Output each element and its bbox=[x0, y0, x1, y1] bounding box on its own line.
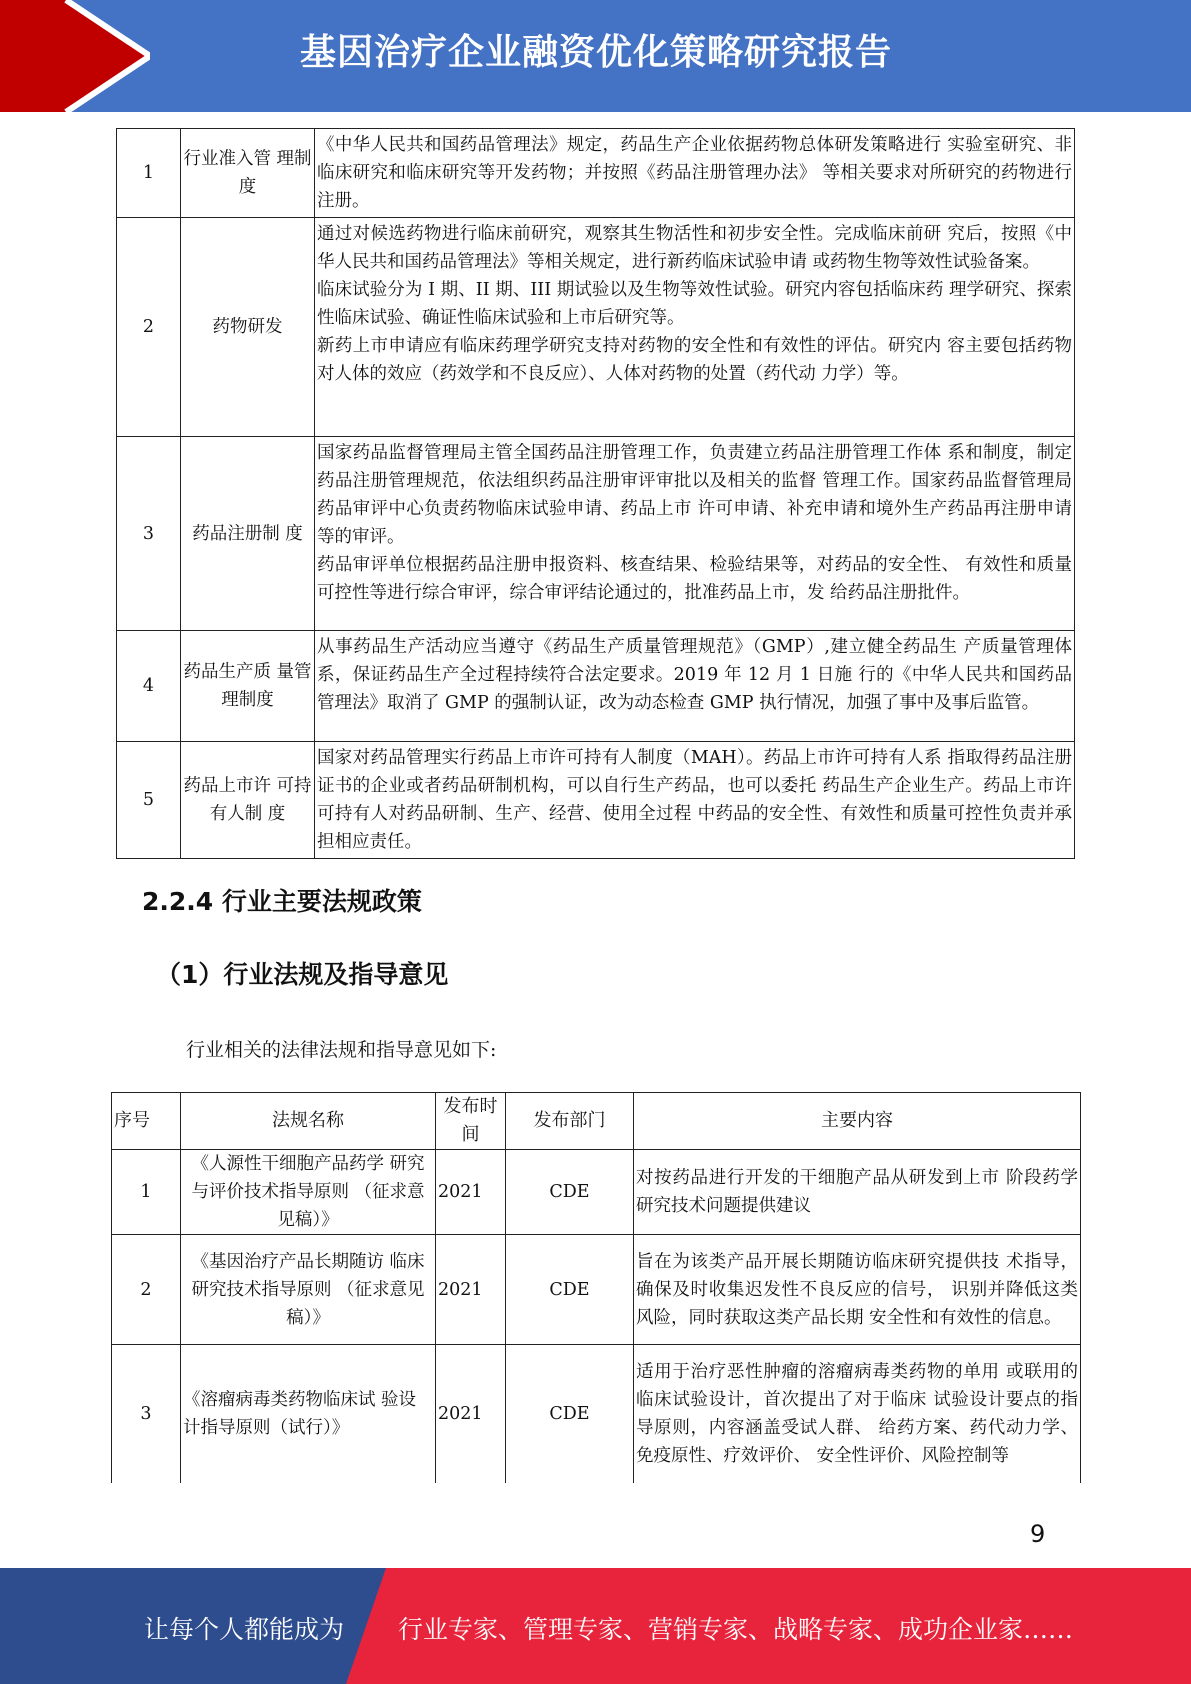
row-description bbox=[315, 742, 1075, 859]
row-category: 药品生产质 量管理制度 bbox=[181, 631, 315, 742]
table-row bbox=[112, 1150, 1081, 1235]
description-paragraph: 药品审评单位根据药品注册申报资料、核查结果、检验结果等，对药品的安全性、 有效性和质量可控性等进行综合审评，综合审评结论通过的，批准药品上市，发 给药品注册批件。 bbox=[317, 555, 1072, 603]
intro-text: 行业相关的法律法规和指导意见如下: bbox=[186, 1039, 497, 1061]
row-number: 1 bbox=[117, 129, 181, 218]
row-number: 3 bbox=[117, 437, 181, 631]
regulation-name: 《基因治疗产品长期随访 临床研究技术指导原则 （征求意见稿）》 bbox=[181, 1235, 436, 1345]
header-red-arrow bbox=[0, 0, 150, 112]
row-number: 2 bbox=[117, 218, 181, 437]
row-number: 4 bbox=[117, 631, 181, 742]
page-footer bbox=[0, 1568, 1191, 1684]
description-paragraph: 国家药品监督管理局主管全国药品注册管理工作，负责建立药品注册管理工作体 系和制度，制定药品注册管理规范，依法组织药品注册审评审批以及相关的监督 管理工作。国家药品监督管理局药品审评中心负责药物临床试验申请、药品上市 许可申请、补充申请和境外生产药品再注册申请等的审评。 bbox=[317, 443, 1072, 547]
table-row bbox=[117, 631, 1075, 742]
table-header-row bbox=[112, 1093, 1081, 1150]
regulation-name: 《人源性干细胞产品药学 研究与评价技术指导原则 （征求意见稿）》 bbox=[181, 1150, 436, 1235]
description-paragraph: 从事药品生产活动应当遵守《药品生产质量管理规范》（GMP）,建立健全药品生 产质量管理体系，保证药品生产全过程持续符合法定要求。2019 年 12 月 1 日施 行的《中华人民共和国药品管理法》取消了 GMP 的强制认证，改为动态检查 GMP 执行情况，加强了事中及事后监管。 bbox=[317, 637, 1072, 713]
row-number: 2 bbox=[112, 1235, 181, 1345]
footer-slogan-left: 让每个人都能成为 bbox=[144, 1615, 345, 1644]
row-description bbox=[315, 437, 1075, 631]
table-row bbox=[112, 1345, 1081, 1483]
description-paragraph: 通过对候选药物进行临床前研究，观察其生物活性和初步安全性。完成临床前研 究后，按照《中华人民共和国药品管理法》等相关规定，进行新药临床试验申请 或药物生物等效性试验备案。 bbox=[317, 224, 1072, 272]
subsection-heading: （1）行业法规及指导意见 bbox=[156, 960, 449, 989]
row-description bbox=[315, 218, 1075, 437]
row-category: 药品注册制 度 bbox=[181, 437, 315, 631]
row-category: 药品上市许 可持有人制 度 bbox=[181, 742, 315, 859]
page-number: 9 bbox=[1030, 1520, 1046, 1548]
table-row bbox=[117, 437, 1075, 631]
regulations-guidance-table bbox=[111, 1092, 1081, 1483]
table-row bbox=[117, 742, 1075, 859]
row-category: 药物研发 bbox=[181, 218, 315, 437]
publish-year: 2021 bbox=[436, 1345, 506, 1483]
column-header-name: 法规名称 bbox=[181, 1093, 436, 1150]
row-number: 5 bbox=[117, 742, 181, 859]
column-header-date: 发布时间 bbox=[436, 1093, 506, 1150]
description-paragraph: 新药上市申请应有临床药理学研究支持对药物的安全性和有效性的评估。研究内 容主要包括药物对人体的效应（药效学和不良反应）、人体对药物的处置（药代动 力学）等。 bbox=[317, 336, 1072, 384]
column-header-content: 主要内容 bbox=[634, 1093, 1081, 1150]
publish-dept: CDE bbox=[506, 1150, 634, 1235]
row-description bbox=[315, 631, 1075, 742]
report-title: 基因治疗企业融资优化策略研究报告 bbox=[300, 32, 893, 73]
publish-year: 2021 bbox=[436, 1235, 506, 1345]
column-header-no: 序号 bbox=[112, 1093, 181, 1150]
table-row bbox=[117, 218, 1075, 437]
regulation-name: 《溶瘤病毒类药物临床试 验设计指导原则（试行）》 bbox=[181, 1345, 436, 1483]
publish-dept: CDE bbox=[506, 1235, 634, 1345]
publish-dept: CDE bbox=[506, 1345, 634, 1483]
table-row bbox=[117, 129, 1075, 218]
main-content: 适用于治疗恶性肿瘤的溶瘤病毒类药物的单用 或联用的临床试验设计，首次提出了对于临床 试验设计要点的指导原则，内容涵盖受试人群、 给药方案、药代动力学、免疫原性、疗效评价、 安全性评价、风险控制等 bbox=[634, 1345, 1081, 1483]
row-number: 3 bbox=[112, 1345, 181, 1483]
publish-year: 2021 bbox=[436, 1150, 506, 1235]
regulation-system-table bbox=[116, 128, 1075, 859]
row-description bbox=[315, 129, 1075, 218]
table-row bbox=[112, 1235, 1081, 1345]
row-number: 1 bbox=[112, 1150, 181, 1235]
description-paragraph: 《中华人民共和国药品管理法》规定，药品生产企业依据药物总体研发策略进行 实验室研究、非临床研究和临床研究等开发药物；并按照《药品注册管理办法》 等相关要求对所研究的药物进行注册。 bbox=[317, 135, 1072, 211]
main-content: 对按药品进行开发的干细胞产品从研发到上市 阶段药学研究技术问题提供建议 bbox=[634, 1150, 1081, 1235]
section-heading: 2.2.4 行业主要法规政策 bbox=[142, 887, 422, 916]
page-header bbox=[0, 0, 1191, 112]
row-category: 行业准入管 理制度 bbox=[181, 129, 315, 218]
description-paragraph: 临床试验分为 I 期、II 期、III 期试验以及生物等效性试验。研究内容包括临床药 理学研究、探索性临床试验、确证性临床试验和上市后研究等。 bbox=[317, 280, 1072, 328]
main-content: 旨在为该类产品开展长期随访临床研究提供技 术指导，确保及时收集迟发性不良反应的信号， 识别并降低这类风险，同时获取这类产品长期 安全性和有效性的信息。 bbox=[634, 1235, 1081, 1345]
description-paragraph: 国家对药品管理实行药品上市许可持有人制度（MAH）。药品上市许可持有人系 指取得药品注册证书的企业或者药品研制机构，可以自行生产药品，也可以委托 药品生产企业生产。药品上市许可持有人对药品研制、生产、经营、使用全过程 中药品的安全性、有效性和质量可控性负责并承担相应责任。 bbox=[317, 748, 1072, 852]
footer-slogan-right: 行业专家、管理专家、营销专家、战略专家、成功企业家…… bbox=[398, 1615, 1074, 1644]
column-header-dept: 发布部门 bbox=[506, 1093, 634, 1150]
